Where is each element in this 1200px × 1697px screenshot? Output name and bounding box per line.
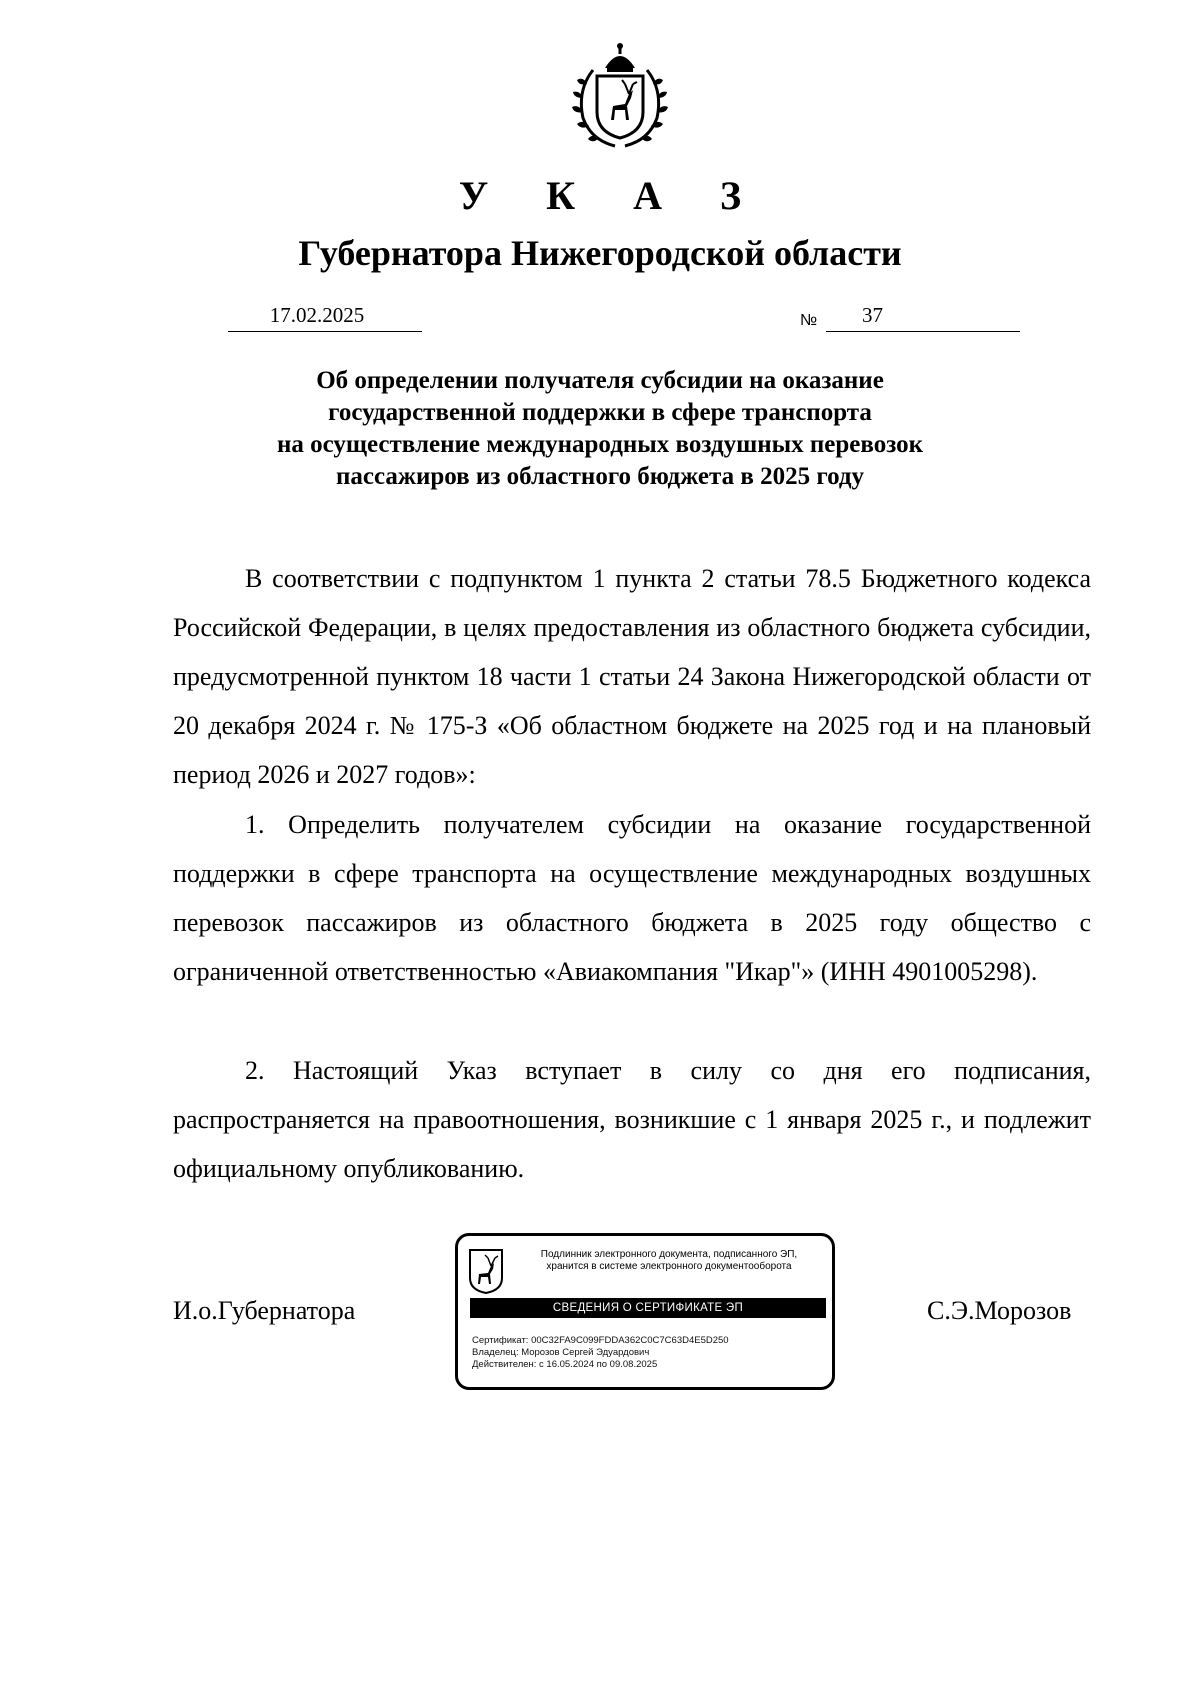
issuer-title: Губернатора Нижегородской области bbox=[298, 233, 902, 273]
stamp-certificate-details bbox=[472, 1335, 729, 1371]
subject-line: на осуществление международных воздушных перевозок bbox=[276, 431, 924, 458]
certificate-validity: Действителен: с 16.05.2024 по 09.08.2025 bbox=[472, 1359, 658, 1370]
subject-line: пассажиров из областного бюджета в 2025 году bbox=[335, 463, 865, 490]
certificate-owner: Владелец: Морозов Сергей Эдуардович bbox=[472, 1347, 650, 1358]
certificate-serial: Сертификат: 00C32FA9C099FDDA362C0C7C63D4E5D250 bbox=[472, 1335, 729, 1346]
document-date: 17.02.2025 bbox=[269, 303, 365, 327]
document-date-field bbox=[228, 305, 422, 332]
stamp-certificate-header: СВЕДЕНИЯ О СЕРТИФИКАТЕ ЭП bbox=[470, 1298, 826, 1318]
subject-line: государственной поддержки в сфере транспорта bbox=[328, 399, 872, 426]
document-subject bbox=[230, 365, 970, 493]
document-number: 37 bbox=[862, 303, 883, 327]
signatory-name: С.Э.Морозов bbox=[927, 1296, 1072, 1325]
electronic-signature-stamp bbox=[455, 1233, 835, 1390]
document-number-field bbox=[826, 305, 1020, 332]
body-paragraph-preamble: В соответствии с подпунктом 1 пункта 2 статьи 78.5 Бюджетного кодекса Российской Федерации, в целях предоставления из областного бюджета субсидии, предусмотренной пунктом 18 части 1 статьи 24 Закона Нижегородской области от 20 декабря 2024 г. № 175-З «Об областном бюджете на 2025 год и на плановый период 2026 и 2027 годов»: bbox=[173, 564, 1091, 789]
stamp-notice-line: хранится в системе электронного документооборота bbox=[546, 1261, 792, 1272]
subject-line: Об определении получателя субсидии на оказание bbox=[316, 367, 884, 394]
signatory-position: И.о.Губернатора bbox=[173, 1296, 356, 1325]
document-type-title: У К А З bbox=[458, 173, 766, 218]
deer-emblem-icon bbox=[468, 1248, 504, 1294]
body-paragraph-item-2: 2. Настоящий Указ вступает в силу со дня его подписания, распространяется на правоотношения, возникшие с 1 января 2025 г., и подлежит официальному опубликованию. bbox=[173, 1056, 1091, 1183]
number-sign: № bbox=[800, 312, 818, 329]
stamp-notice bbox=[510, 1249, 828, 1273]
stamp-notice-line: Подлинник электронного документа, подписанного ЭП, bbox=[540, 1249, 798, 1260]
body-paragraph-item-1: 1. Определить получателем субсидии на оказание государственной поддержки в сфере транспорта на осуществление международных воздушных перевозок пассажиров из областного бюджета в 2025 году общество с ограниченной ответственностью «Авиакомпания "Икар"» (ИНН 4901005298). bbox=[173, 810, 1091, 986]
coat-of-arms-icon bbox=[567, 40, 673, 150]
